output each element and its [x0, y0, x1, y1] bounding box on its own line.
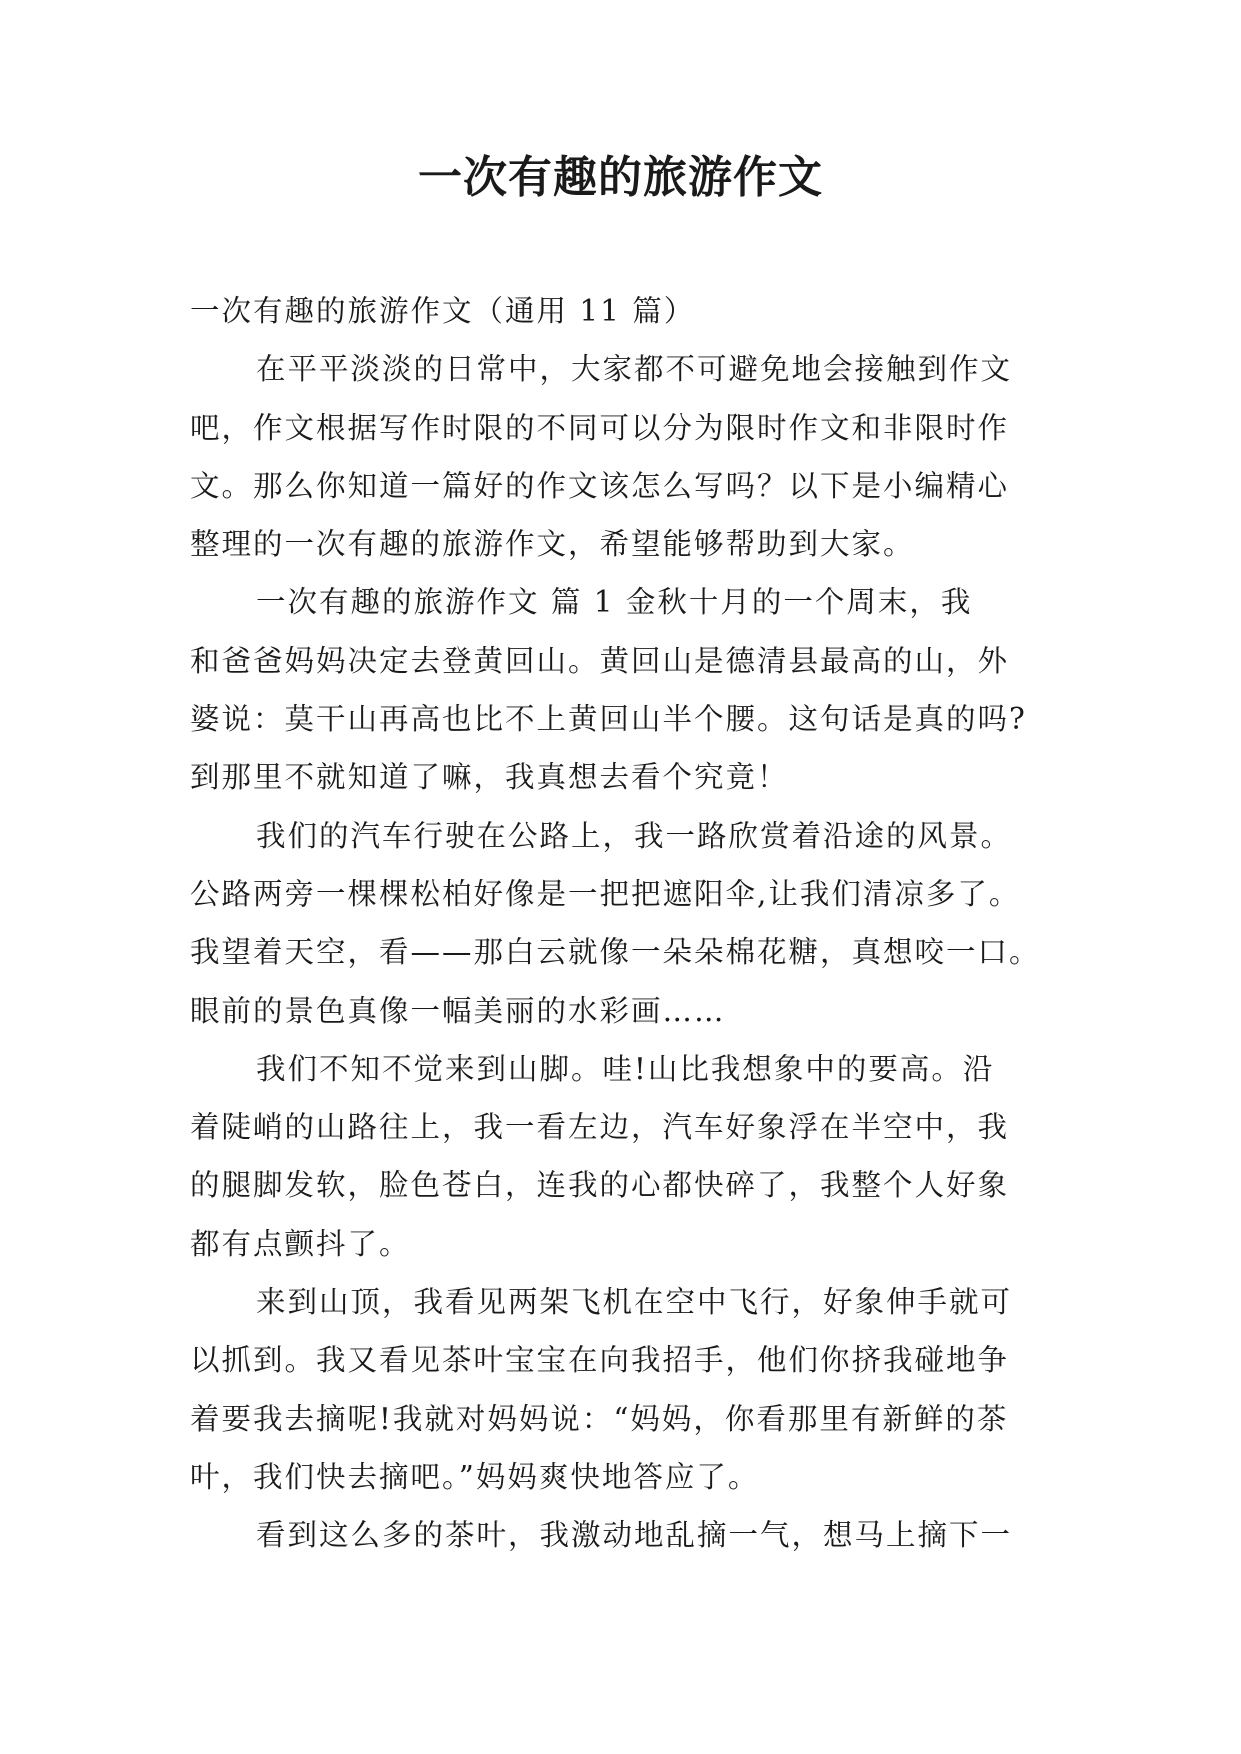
text-line: 着陡峭的山路往上，我一看左边，汽车好象浮在半空中，我	[190, 1110, 1010, 1145]
text-line: 吧，作文根据写作时限的不同可以分为限时作文和非限时作	[190, 410, 1010, 445]
text-line: 整理的一次有趣的旅游作文，希望能够帮助到大家。	[190, 527, 915, 562]
text-line: 和爸爸妈妈决定去登黄回山。黄回山是德清县最高的山，外	[190, 643, 1010, 678]
text-line: 都有点颤抖了。	[190, 1226, 411, 1261]
text-line: 在平平淡淡的日常中，大家都不可避免地会接触到作文	[256, 352, 1013, 387]
text-line: 我们的汽车行驶在公路上，我一路欣赏着沿途的风景。	[256, 818, 1013, 853]
text-line: 一次有趣的旅游作文 篇 1 金秋十月的一个周末，我	[256, 585, 973, 620]
text-line: 文。那么你知道一篇好的作文该怎么写吗？以下是小编精心	[190, 468, 1010, 503]
text-line: 叶，我们快去摘吧。”妈妈爽快地答应了。	[190, 1459, 760, 1494]
text-line: 公路两旁一棵棵松柏好像是一把把遮阳伞,让我们清凉多了。	[190, 876, 1021, 911]
text-line: 着要我去摘呢!我就对妈妈说：“妈妈，你看那里有新鲜的茶	[190, 1401, 1009, 1436]
text-line: 我们不知不觉来到山脚。哇!山比我想象中的要高。沿	[256, 1051, 995, 1086]
text-line: 眼前的景色真像一幅美丽的水彩画……	[190, 993, 726, 1028]
text-line: 婆说：莫干山再高也比不上黄回山半个腰。这句话是真的吗?	[190, 702, 1027, 737]
text-line: 来到山顶，我看见两架飞机在空中飞行，好象伸手就可	[256, 1285, 1013, 1320]
text-line: 看到这么多的茶叶，我激动地乱摘一气，想马上摘下一	[256, 1518, 1013, 1553]
text-line: 以抓到。我又看见茶叶宝宝在向我招手，他们你挤我碰地争	[190, 1343, 1010, 1378]
text-line: 一次有趣的旅游作文（通用 11 篇）	[190, 294, 696, 328]
document-title: 一次有趣的旅游作文	[418, 152, 823, 203]
text-line: 到那里不就知道了嘛，我真想去看个究竟！	[190, 760, 789, 795]
text-line: 我望着天空，看——那白云就像一朵朵棉花糖，真想咬一口。	[190, 935, 1041, 970]
document-body	[190, 282, 1070, 1565]
text-line: 的腿脚发软，脸色苍白，连我的心都快碎了，我整个人好象	[190, 1168, 1010, 1203]
